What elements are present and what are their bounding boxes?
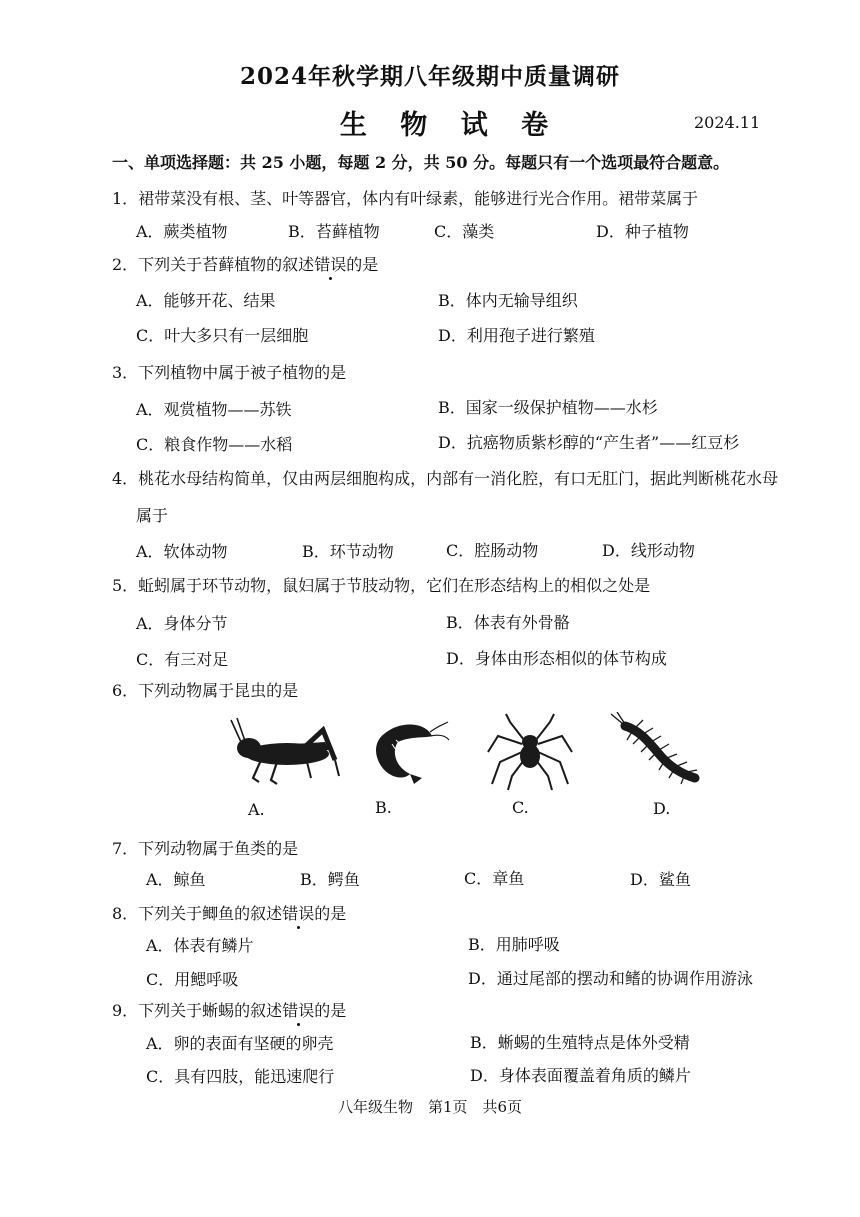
question-3-option-b: B．国家一级保护植物——水杉 — [438, 398, 658, 417]
question-6-option-c: C. — [512, 798, 529, 817]
question-1-stem: 1．裙带菜没有根、茎、叶等器官，体内有叶绿素，能够进行光合作用。裙带菜属于 — [112, 189, 699, 208]
question-7-option-a: A．鲸鱼 — [146, 870, 206, 889]
question-8-option-c: C．用鳃呼吸 — [146, 970, 239, 989]
insect-figures — [215, 712, 715, 822]
question-2-option-a: A．能够开花、结果 — [136, 291, 276, 310]
grasshopper-icon — [225, 716, 345, 788]
question-4-option-d: D．线形动物 — [602, 541, 695, 560]
question-8-option-a: A．体表有鳞片 — [146, 936, 254, 955]
question-3-stem: 3．下列植物中属于被子植物的是 — [112, 363, 347, 382]
question-1-option-b: B．苔藓植物 — [288, 222, 380, 241]
question-6-stem: 6．下列动物属于昆虫的是 — [112, 681, 299, 700]
question-7-option-d: D．鲨鱼 — [630, 870, 691, 889]
question-2-option-b: B．体内无输导组织 — [438, 291, 578, 310]
question-2-option-d: D．利用孢子进行繁殖 — [438, 326, 595, 345]
question-7-stem: 7．下列动物属于鱼类的是 — [112, 839, 299, 858]
question-4-option-c: C．腔肠动物 — [446, 541, 539, 560]
question-9-option-d: D．身体表面覆盖着角质的鳞片 — [470, 1066, 691, 1085]
question-5-option-c: C．有三对足 — [136, 650, 229, 669]
question-6-option-a: A. — [248, 800, 265, 819]
question-4-stem: 4．桃花水母结构简单，仅由两层细胞构成，内部有一消化腔，有口无肛门，据此判断桃花水母 — [112, 469, 779, 488]
centipede-icon — [605, 712, 705, 792]
question-9-stem: 9．下列关于蜥蜴的叙述错误的是 — [112, 998, 346, 1021]
exam-subtitle: 生 物 试 卷 — [339, 110, 561, 141]
question-9-option-a: A．卵的表面有坚硬的卵壳 — [146, 1034, 334, 1053]
question-7-option-b: B．鳄鱼 — [300, 870, 360, 889]
question-4-option-a: A．软体动物 — [136, 542, 228, 561]
question-2-option-c: C．叶大多只有一层细胞 — [136, 326, 309, 345]
question-8-stem: 8．下列关于鲫鱼的叙述错误的是 — [112, 901, 346, 924]
page-footer: 八年级生物 第1页 共6页 — [337, 1098, 523, 1116]
question-9-option-c: C．具有四肢，能迅速爬行 — [146, 1067, 335, 1086]
question-6-option-b: B. — [375, 798, 392, 817]
question-8-option-b: B．用肺呼吸 — [468, 935, 560, 954]
question-5-option-b: B．体表有外骨骼 — [446, 613, 570, 632]
question-9-option-b: B．蜥蜴的生殖特点是体外受精 — [470, 1033, 690, 1052]
exam-title: 2024年秋学期八年级期中质量调研 — [239, 63, 620, 90]
question-3-option-d: D．抗癌物质紫杉醇的“产生者”——红豆杉 — [438, 433, 740, 452]
question-5-option-a: A．身体分节 — [136, 614, 228, 633]
emphasis-word: 错误 — [314, 252, 346, 275]
question-1-option-a: A．蕨类植物 — [136, 222, 228, 241]
question-3-option-c: C．粮食作物——水稻 — [136, 435, 293, 454]
exam-date: 2024.11 — [694, 113, 761, 132]
question-5-option-d: D．身体由形态相似的体节构成 — [446, 649, 667, 668]
question-8-option-d: D．通过尾部的摆动和鳍的协调作用游泳 — [468, 969, 753, 988]
question-4-stem-continued: 属于 — [136, 506, 169, 525]
emphasis-word: 错误 — [282, 901, 314, 924]
question-4-option-b: B．环节动物 — [302, 542, 394, 561]
spider-icon — [480, 712, 580, 792]
shrimp-icon — [370, 716, 450, 788]
emphasis-word: 错误 — [282, 998, 314, 1021]
question-1-option-c: C．藻类 — [434, 222, 495, 241]
question-2-stem: 2．下列关于苔藓植物的叙述错误的是 — [112, 252, 378, 275]
question-1-option-d: D．种子植物 — [596, 222, 689, 241]
section-heading: 一、单项选择题：共 25 小题，每题 2 分，共 50 分。每题只有一个选项最符合题意。 — [112, 153, 730, 172]
question-3-option-a: A．观赏植物——苏铁 — [136, 400, 292, 419]
question-7-option-c: C．章鱼 — [464, 869, 525, 888]
question-6-option-d: D. — [653, 799, 671, 818]
question-5-stem: 5．蚯蚓属于环节动物，鼠妇属于节肢动物，它们在形态结构上的相似之处是 — [112, 576, 651, 595]
